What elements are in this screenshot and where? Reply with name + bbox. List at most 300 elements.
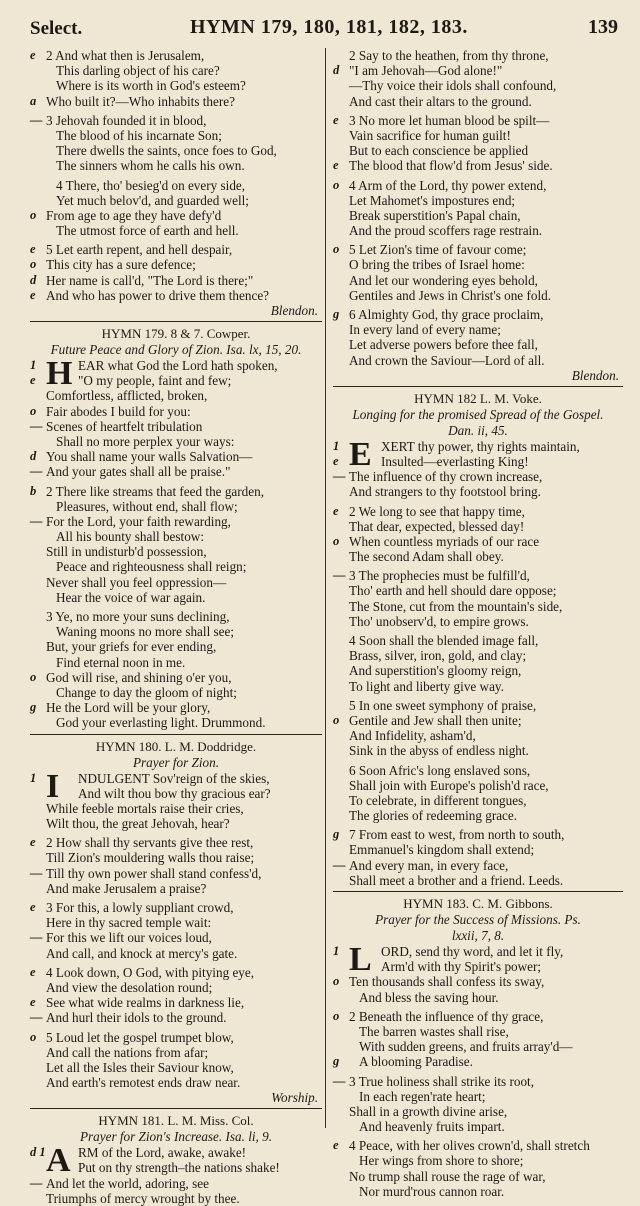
verse-text: Peace and righteousness shall reign; xyxy=(56,559,247,575)
hymn-heading: HYMN 182 L. M. Voke. xyxy=(414,390,542,406)
dynamic-mark: 1 xyxy=(30,358,37,372)
dynamic-mark: e xyxy=(30,835,36,850)
verse-line xyxy=(333,959,623,974)
verse-text: And wilt thou bow thy gracious ear? xyxy=(78,785,271,801)
verse-line xyxy=(333,534,623,549)
verse-line xyxy=(333,158,623,173)
verse-text: And who has power to drive them thence? xyxy=(46,287,270,303)
verse-line xyxy=(333,728,623,743)
verse-text: The blood that flow'd from Jesus' side. xyxy=(349,158,553,174)
verse-line xyxy=(333,113,623,128)
verse-text: The barren wastes shall rise, xyxy=(359,1023,509,1039)
verse-text: When countless myriads of our race xyxy=(349,533,540,549)
dynamic-mark: — xyxy=(333,469,346,484)
verse-line xyxy=(30,143,322,158)
verse-text: "I am Jehovah—God alone!" xyxy=(349,63,503,79)
verse-text: 4 Arm of the Lord, thy power extend, xyxy=(349,177,547,193)
verse-line xyxy=(30,514,322,529)
verse-line xyxy=(333,1104,623,1119)
verse-line xyxy=(333,1054,623,1069)
dynamic-mark: o xyxy=(30,403,37,418)
verse-text: Let all the Isles their Saviour know, xyxy=(46,1059,234,1075)
dynamic-mark: a xyxy=(30,93,37,108)
verse-text: NDULGENT Sov'reign of the skies, xyxy=(78,770,270,786)
dynamic-mark: g xyxy=(333,1054,340,1069)
verse-line xyxy=(30,1060,322,1075)
dynamic-mark: d xyxy=(333,63,340,78)
dynamic-mark: o xyxy=(30,257,37,272)
verse-text: The second Adam shall obey. xyxy=(349,549,504,565)
verse-text: This darling object of his care? xyxy=(56,63,220,79)
dynamic-mark: o xyxy=(333,974,340,989)
verse-text: 2 How shall thy servants give thee rest, xyxy=(46,835,254,851)
verse-line xyxy=(30,388,322,403)
verse-line xyxy=(333,1138,623,1153)
verse-line xyxy=(333,353,623,368)
verse-line xyxy=(333,648,623,663)
verse-line xyxy=(30,63,322,78)
verse-line xyxy=(333,778,623,793)
dynamic-mark: o xyxy=(333,712,340,727)
verse-line xyxy=(30,786,322,801)
verse-line xyxy=(333,1169,623,1184)
verse-text: The glories of redeeming grace. xyxy=(349,808,518,824)
verse-line xyxy=(30,1191,322,1206)
verse-line xyxy=(333,504,623,519)
verse-line xyxy=(333,1039,623,1054)
verse-text: Waning moons no more shall see; xyxy=(56,624,235,640)
verse-text: From age to age they have defy'd xyxy=(46,207,222,223)
verse-text: 2 There like streams that feed the garden, xyxy=(46,483,264,499)
verse-text: 6 Almighty God, thy grace proclaim, xyxy=(349,307,544,322)
verse-text: ORD, send thy word, and let it fly, xyxy=(381,944,564,959)
dynamic-mark: — xyxy=(30,1175,43,1190)
verse-line xyxy=(333,94,623,109)
verse-line xyxy=(333,519,623,534)
verse-line xyxy=(333,583,623,598)
verse-text: Triumphs of mercy wrought by thee. xyxy=(46,1190,240,1206)
verse-line xyxy=(30,801,322,816)
verse-line xyxy=(333,178,623,193)
verse-line xyxy=(30,78,322,93)
drop-cap: E xyxy=(349,435,372,473)
verse-line xyxy=(30,288,322,303)
verse-text: See what wide realms in darkness lie, xyxy=(46,995,245,1011)
verse-text: The sinners whom he calls his own. xyxy=(56,158,245,174)
verse-text: For this we lift our voices loud, xyxy=(46,930,212,946)
dynamic-mark: — xyxy=(333,568,346,583)
verse-text: 3 For this, a lowly suppliant crowd, xyxy=(46,900,234,915)
drop-cap: H xyxy=(46,355,73,392)
verse-text: Comfortless, afflicted, broken, xyxy=(46,388,208,404)
dynamic-mark: g xyxy=(333,827,340,842)
verse-text: And bless the saving hour. xyxy=(359,989,499,1005)
verse-text: There dwells the saints, once foes to God, xyxy=(56,143,277,159)
verse-line xyxy=(30,242,322,257)
verse-line xyxy=(30,484,322,499)
verse-line xyxy=(333,842,623,857)
verse-line xyxy=(30,1160,322,1175)
drop-cap: I xyxy=(46,767,60,805)
verse-line xyxy=(333,288,623,303)
verse-line xyxy=(30,980,322,995)
tune-name: Worship. xyxy=(271,1090,318,1106)
dynamic-mark: — xyxy=(30,418,43,433)
verse-line xyxy=(30,609,322,624)
verse-text: While feeble mortals raise their cries, xyxy=(46,800,244,816)
dynamic-mark: e xyxy=(333,503,339,518)
hymn-heading: HYMN 183. C. M. Gibbons. xyxy=(403,896,553,911)
verse-text: God your everlasting light. Drummond. xyxy=(56,715,266,731)
verse-text: For the Lord, your faith rewarding, xyxy=(46,513,231,529)
verse-line xyxy=(30,900,322,915)
dynamic-mark: e xyxy=(30,373,36,388)
verse-text: Tho' unobserv'd, to empire grows. xyxy=(349,613,529,629)
verse-text: Shall in a growth divine arise, xyxy=(349,1103,508,1119)
verse-text: In each regen'rate heart; xyxy=(359,1088,486,1104)
verse-line xyxy=(333,454,623,469)
verse-text: And strangers to thy footstool bring. xyxy=(349,484,541,500)
verse-line xyxy=(30,655,322,670)
verse-text: 2 We long to see that happy time, xyxy=(349,503,525,519)
verse-line xyxy=(333,1024,623,1039)
dynamic-mark: o xyxy=(333,177,340,192)
verse-line xyxy=(333,873,623,888)
dynamic-mark: o xyxy=(333,242,340,257)
verse-text: Fair abodes I build for you: xyxy=(46,403,191,419)
verse-line xyxy=(333,143,623,158)
verse-text: And the proud scoffers rage restrain. xyxy=(349,223,543,239)
dynamic-mark: e xyxy=(30,900,36,914)
verse-text: And let the world, adoring, see xyxy=(46,1175,209,1191)
section-rule xyxy=(333,386,623,387)
verse-line xyxy=(333,568,623,583)
verse-line xyxy=(30,1045,322,1060)
verse-text: And view the desolation round; xyxy=(46,979,213,995)
verse-text: Pleasures, without end, shall flow; xyxy=(56,498,238,514)
verse-line xyxy=(30,915,322,930)
verse-text: You shall name your walls Salvation— xyxy=(46,449,253,465)
hymn-heading: HYMN 181. L. M. Miss. Col. xyxy=(98,1113,254,1129)
verse-line xyxy=(30,1010,322,1025)
verse-text: And superstition's gloomy reign, xyxy=(349,663,522,679)
verse-line xyxy=(333,469,623,484)
hymn-heading: HYMN 179. 8 & 7. Cowper. xyxy=(101,326,251,341)
verse-line xyxy=(30,128,322,143)
verse-line xyxy=(30,419,322,434)
dynamic-mark: g xyxy=(30,700,37,715)
verse-line xyxy=(30,1030,322,1045)
verse-line xyxy=(333,679,623,694)
verse-text: And earth's remotest ends draw near. xyxy=(46,1075,241,1091)
dynamic-mark: e xyxy=(333,112,339,127)
verse-text: Hear the voice of war again. xyxy=(56,589,206,605)
verse-text: 4 There, tho' besieg'd on every side, xyxy=(56,177,246,193)
verse-line xyxy=(333,599,623,614)
verse-text: A blooming Paradise. xyxy=(359,1054,473,1070)
verse-line xyxy=(333,193,623,208)
verse-text: That dear, expected, blessed day! xyxy=(349,518,525,534)
verse-text: —Thy voice their idols shall confound, xyxy=(349,78,557,94)
verse-line xyxy=(333,208,623,223)
verse-line xyxy=(30,866,322,881)
verse-text: Till thy own power shall stand confess'd, xyxy=(46,865,262,881)
verse-text: EAR what God the Lord hath spoken, xyxy=(78,358,278,373)
verse-text: The Stone, cut from the mountain's side, xyxy=(349,598,563,614)
verse-text: O bring the tribes of Israel home: xyxy=(349,257,525,273)
section-rule xyxy=(333,891,623,892)
verse-text: Shall join with Europe's polish'd race, xyxy=(349,777,549,793)
verse-text: Vain sacrifice for human guilt! xyxy=(349,127,511,143)
verse-line xyxy=(333,990,623,1005)
dynamic-mark: 1 xyxy=(333,944,340,958)
dynamic-mark: e xyxy=(333,453,339,468)
verse-text: Let Mahomet's impostures end; xyxy=(349,192,516,208)
verse-line xyxy=(333,633,623,648)
running-head-left: Select. xyxy=(30,18,83,39)
verse-text: 2 And what then is Jerusalem, xyxy=(46,48,205,63)
verse-text: 4 Look down, O God, with pitying eye, xyxy=(46,964,255,980)
verse-text: This city has a sure defence; xyxy=(46,257,196,273)
verse-text: No trump shall rouse the rage of war, xyxy=(349,1168,546,1184)
dynamic-mark: — xyxy=(30,513,43,528)
left-column xyxy=(30,48,322,1206)
verse-line xyxy=(333,793,623,808)
dynamic-mark: o xyxy=(30,669,37,684)
verse-line xyxy=(30,881,322,896)
verse-text: Emmanuel's kingdom shall extend; xyxy=(349,842,535,858)
hymn-subtitle: Longing for the promised Spread of the Gospel. xyxy=(352,406,604,422)
verse-line xyxy=(333,858,623,873)
verse-text: 6 Soon Afric's long enslaved sons, xyxy=(349,762,531,778)
dynamic-mark: e xyxy=(30,964,36,979)
verse-text: 4 Peace, with her olives crown'd, shall stretch xyxy=(349,1138,590,1154)
dynamic-mark: d xyxy=(30,272,37,287)
hymn-subtitle: Prayer for Zion's Increase. Isa. li, 9. xyxy=(79,1129,273,1145)
verse-line xyxy=(30,624,322,639)
dynamic-mark: — xyxy=(30,865,43,880)
dynamic-mark: o xyxy=(30,207,37,222)
verse-line xyxy=(30,590,322,605)
verse-text: And call the nations from afar; xyxy=(46,1044,209,1060)
column-divider xyxy=(325,48,326,1128)
verse-line xyxy=(30,257,322,272)
verse-text: 3 The prophecies must be fulfill'd, xyxy=(349,568,530,584)
verse-text: And heavenly fruits impart. xyxy=(359,1119,505,1135)
verse-line xyxy=(30,715,322,730)
verse-text: But to each conscience be applied xyxy=(349,143,529,159)
verse-line xyxy=(30,273,322,288)
verse-text: 3 Ye, no more your suns declining, xyxy=(46,609,230,624)
verse-line xyxy=(30,499,322,514)
verse-line xyxy=(333,808,623,823)
verse-line xyxy=(30,639,322,654)
drop-cap: A xyxy=(46,1142,71,1180)
dynamic-mark: e xyxy=(333,1138,339,1153)
verse-line xyxy=(30,965,322,980)
tune-name: Blendon. xyxy=(571,367,619,383)
verse-text: Scenes of heartfelt tribulation xyxy=(46,418,203,434)
verse-line xyxy=(333,549,623,564)
verse-line xyxy=(30,178,322,193)
drop-cap: L xyxy=(349,941,372,978)
verse-line xyxy=(30,529,322,544)
section-rule xyxy=(30,1108,322,1109)
verse-line xyxy=(30,193,322,208)
dynamic-mark: 1 xyxy=(333,438,340,453)
verse-text: To celebrate, in different tongues, xyxy=(349,792,527,808)
verse-line xyxy=(30,208,322,223)
verse-text: 7 From east to west, from north to south, xyxy=(349,827,565,843)
dynamic-mark: o xyxy=(333,533,340,548)
verse-line xyxy=(333,242,623,257)
verse-text: The influence of thy crown increase, xyxy=(349,469,543,485)
verse-text: RM of the Lord, awake, awake! xyxy=(78,1145,247,1161)
verse-line xyxy=(30,404,322,419)
verse-line xyxy=(30,816,322,831)
verse-line xyxy=(30,113,322,128)
verse-line xyxy=(333,63,623,78)
verse-text: And every man, in every face, xyxy=(349,857,509,873)
verse-text: XERT thy power, thy rights maintain, xyxy=(381,438,580,454)
dynamic-mark: e xyxy=(30,995,36,1010)
verse-text: Where is its worth in God's esteem? xyxy=(56,78,246,94)
verse-line xyxy=(30,48,322,63)
verse-line xyxy=(30,850,322,865)
verse-line xyxy=(333,743,623,758)
verse-text: Gentiles and Jews in Christ's one fold. xyxy=(349,287,551,303)
verse-line xyxy=(30,946,322,961)
verse-line xyxy=(333,48,623,63)
verse-text: And make Jerusalem a praise? xyxy=(46,880,207,896)
verse-text: Arm'd with thy Spirit's power; xyxy=(381,959,542,975)
verse-line xyxy=(30,700,322,715)
verse-line xyxy=(30,464,322,479)
verse-text: Put on thy strength–the nations shake! xyxy=(78,1160,280,1176)
verse-line xyxy=(30,575,322,590)
verse-line xyxy=(30,94,322,109)
verse-text: Never shall you feel oppression— xyxy=(46,574,227,590)
verse-line xyxy=(30,223,322,238)
verse-text: With sudden greens, and fruits array'd— xyxy=(359,1039,573,1055)
verse-text: In every land of every name; xyxy=(349,322,501,338)
dynamic-mark: — xyxy=(333,857,346,872)
verse-text: 5 In one sweet symphony of praise, xyxy=(349,697,537,713)
dynamic-mark: o xyxy=(333,1008,340,1023)
verse-text: Sink in the abyss of endless night. xyxy=(349,743,529,759)
verse-line xyxy=(30,1176,322,1191)
verse-text: 3 True holiness shall strike its root, xyxy=(349,1073,534,1089)
dynamic-mark: d xyxy=(30,449,37,464)
verse-text: Break superstition's Papal chain, xyxy=(349,207,521,223)
running-head-title: HYMN 179, 180, 181, 182, 183. xyxy=(190,16,468,38)
dynamic-mark: e xyxy=(30,48,36,62)
verse-line xyxy=(333,1184,623,1199)
dynamic-mark: d 1 xyxy=(30,1145,46,1160)
dynamic-mark: e xyxy=(30,242,36,257)
verse-text: Here in thy sacred temple wait: xyxy=(46,915,212,931)
dynamic-mark: e xyxy=(333,158,339,173)
verse-line xyxy=(333,614,623,629)
hymn-subtitle: Future Peace and Glory of Zion. Isa. lx, 15, 20. xyxy=(50,342,302,357)
verse-text: Wilt thou, the great Jehovah, hear? xyxy=(46,816,230,832)
verse-line xyxy=(333,763,623,778)
verse-line xyxy=(333,484,623,499)
verse-line xyxy=(333,128,623,143)
dynamic-mark: — xyxy=(30,930,43,945)
verse-text: And call, and knock at mercy's gate. xyxy=(46,945,238,961)
verse-text: Let adverse powers before thee fall, xyxy=(349,337,538,353)
dynamic-mark: — xyxy=(333,1073,346,1088)
dynamic-mark: — xyxy=(30,112,43,127)
verse-line xyxy=(333,1153,623,1168)
dynamic-mark: o xyxy=(30,1029,37,1044)
dynamic-mark: b xyxy=(30,483,37,498)
verse-text: And hurl their idols to the ground. xyxy=(46,1010,227,1026)
verse-text: 2 Say to the heathen, from thy throne, xyxy=(349,48,549,63)
verse-text: Till Zion's mouldering walls thou raise; xyxy=(46,850,255,866)
verse-text: 2 Beneath the influence of thy grace, xyxy=(349,1008,544,1024)
verse-text: Her wings from shore to shore; xyxy=(359,1153,524,1169)
dynamic-mark: g xyxy=(333,307,340,321)
verse-text: To light and liberty give way. xyxy=(349,678,504,694)
hymn-subtitle: Dan. ii, 45. xyxy=(448,422,508,438)
verse-text: Her name is call'd, "The Lord is there;" xyxy=(46,272,254,288)
page-number: 139 xyxy=(588,16,618,38)
dynamic-mark: 1 xyxy=(30,770,37,785)
verse-line xyxy=(333,827,623,842)
verse-line xyxy=(333,974,623,989)
verse-line xyxy=(333,337,623,352)
verse-text: And your gates shall all be praise." xyxy=(46,464,231,480)
verse-line xyxy=(333,78,623,93)
verse-line xyxy=(30,835,322,850)
verse-line xyxy=(333,663,623,678)
verse-line xyxy=(30,930,322,945)
verse-line xyxy=(30,449,322,464)
verse-line xyxy=(30,685,322,700)
verse-line xyxy=(333,322,623,337)
verse-text: Tho' earth and hell should dare oppose; xyxy=(349,583,557,599)
verse-line xyxy=(333,1119,623,1134)
verse-line xyxy=(333,713,623,728)
verse-text: Find eternal noon in me. xyxy=(56,654,186,670)
verse-line xyxy=(333,307,623,322)
tune-name: Blendon. xyxy=(270,303,318,318)
hymn-subtitle: Prayer for the Success of Missions. Ps. xyxy=(375,912,581,927)
verse-text: The utmost force of earth and hell. xyxy=(56,223,239,239)
verse-line xyxy=(30,544,322,559)
verse-text: All his bounty shall bestow: xyxy=(56,529,204,545)
verse-text: The blood of his incarnate Son; xyxy=(56,127,222,143)
verse-text: 4 Soon shall the blended image fall, xyxy=(349,633,539,648)
verse-text: Yet much belov'd, and guarded well; xyxy=(56,192,249,208)
verse-text: Gentile and Jew shall then unite; xyxy=(349,712,522,728)
verse-line xyxy=(333,1089,623,1104)
verse-line xyxy=(333,223,623,238)
verse-text: And crown the Saviour—Lord of all. xyxy=(349,352,545,368)
verse-text: Shall no more perplex your ways: xyxy=(56,433,235,449)
verse-line xyxy=(333,1009,623,1024)
verse-text: Insulted—everlasting King! xyxy=(381,453,529,469)
verse-line xyxy=(333,1074,623,1089)
verse-line xyxy=(30,559,322,574)
verse-text: 3 Jehovah founded it in blood, xyxy=(46,112,207,128)
verse-text: And let our wondering eyes behold, xyxy=(349,272,538,288)
verse-line xyxy=(30,158,322,173)
verse-text: Nor murd'rous cannon roar. xyxy=(359,1183,505,1199)
verse-text: God will rise, and shining o'er you, xyxy=(46,669,232,685)
